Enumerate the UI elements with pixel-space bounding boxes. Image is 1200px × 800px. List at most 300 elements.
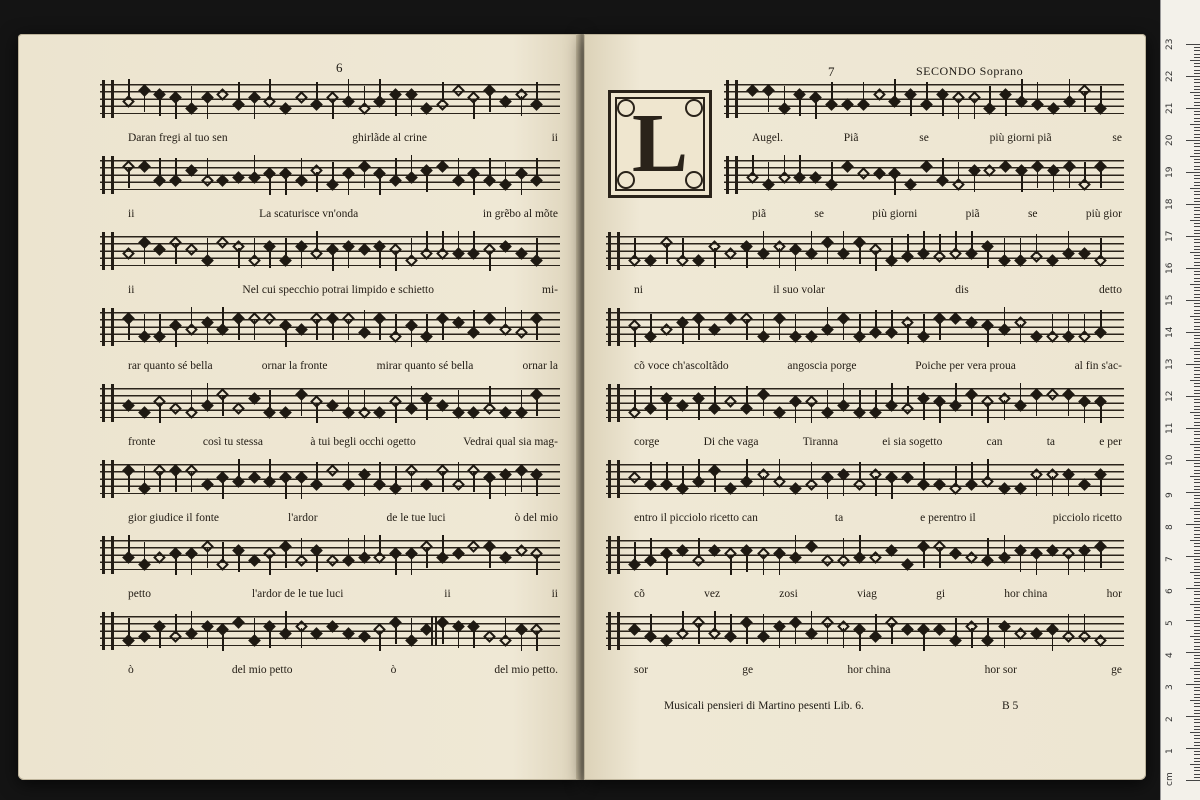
lyric-line <box>128 664 558 676</box>
lyric-word: hor sor <box>984 664 1017 676</box>
ruler-tick <box>1186 428 1200 429</box>
note-head <box>169 403 182 416</box>
lyric-word: piã <box>965 208 980 220</box>
ruler-tick <box>1190 92 1200 93</box>
note-stem <box>332 99 334 119</box>
note-head <box>232 616 245 629</box>
note-head <box>999 160 1012 173</box>
note-stem <box>207 158 209 178</box>
ruler-tick <box>1190 348 1200 349</box>
note-stem <box>1052 314 1054 334</box>
ruler-tick <box>1194 511 1200 512</box>
note-head <box>873 167 886 180</box>
ruler-unit: cm <box>1165 772 1175 786</box>
note-stem <box>379 79 381 99</box>
ruler-tick <box>1194 674 1200 675</box>
note-head <box>326 464 339 477</box>
ruler-tick <box>1194 495 1200 496</box>
ruler-tick <box>1194 454 1200 455</box>
lyric-word: vez <box>704 588 721 600</box>
ruler-tick <box>1194 441 1200 442</box>
note-stem <box>332 162 334 182</box>
ruler-tick <box>1190 444 1200 445</box>
ruler-tick <box>1194 418 1200 419</box>
ruler-tick <box>1186 204 1200 205</box>
clef-icon <box>726 156 738 194</box>
ruler-tick <box>1194 194 1200 195</box>
lyric-word: rar quanto sé bella <box>128 360 213 372</box>
note-stem <box>746 320 748 340</box>
note-stem <box>875 476 877 496</box>
ruler-label: 20 <box>1165 134 1175 146</box>
ruler-tick <box>1194 95 1200 96</box>
clef-icon <box>102 80 114 118</box>
note-head <box>708 323 721 336</box>
ruler-tick <box>1194 262 1200 263</box>
note-stem <box>536 158 538 178</box>
ruler-tick <box>1194 50 1200 51</box>
note-stem <box>254 155 256 175</box>
note-stem <box>505 307 507 327</box>
note-stem <box>207 548 209 568</box>
note-stem <box>442 320 444 340</box>
ruler-tick <box>1186 172 1200 173</box>
note-stem <box>316 552 318 572</box>
ruler-tick <box>1194 383 1200 384</box>
note-stem <box>254 99 256 119</box>
note-stem <box>634 542 636 562</box>
note-stem <box>536 82 538 102</box>
note-stem <box>521 390 523 410</box>
ruler-tick <box>1194 655 1200 656</box>
lyric-word: petto <box>128 588 151 600</box>
note-stem <box>831 82 833 102</box>
ruler-tick <box>1194 639 1200 640</box>
ruler-tick <box>1194 66 1200 67</box>
note-stem <box>191 86 193 106</box>
note-stem <box>364 535 366 555</box>
signature-mark: B 5 <box>1002 700 1019 712</box>
ruler-tick <box>1194 111 1200 112</box>
ruler-label: 8 <box>1165 524 1175 530</box>
note-stem <box>301 538 303 558</box>
ruler-tick <box>1194 118 1200 119</box>
ruler-tick <box>1194 710 1200 711</box>
note-stem <box>159 628 161 648</box>
note-stem <box>426 314 428 334</box>
note-stem <box>175 614 177 634</box>
note-stem <box>650 538 652 558</box>
note-stem <box>301 158 303 178</box>
note-stem <box>458 390 460 410</box>
note-stem <box>666 400 668 420</box>
note-stem <box>489 479 491 499</box>
lyric-word: ornar la fronte <box>261 360 328 372</box>
note-stem <box>942 96 944 116</box>
note-stem <box>784 86 786 106</box>
note-stem <box>939 548 941 568</box>
note-stem <box>746 459 748 479</box>
ruler-tick <box>1194 114 1200 115</box>
note-stem <box>714 472 716 492</box>
note-stem <box>348 390 350 410</box>
note-stem <box>536 320 538 340</box>
note-head <box>420 102 433 115</box>
note-stem <box>285 611 287 631</box>
music-staff <box>100 236 560 266</box>
note-head <box>468 406 481 419</box>
note-head <box>841 99 854 112</box>
note-head <box>809 171 822 184</box>
note-stem <box>859 535 861 555</box>
note-stem <box>730 614 732 634</box>
note-head <box>1046 254 1059 267</box>
note-stem <box>746 386 748 406</box>
note-stem <box>301 628 303 648</box>
note-stem <box>395 96 397 116</box>
ruler-tick <box>1194 489 1200 490</box>
ruler-tick <box>1194 649 1200 650</box>
note-stem <box>859 244 861 264</box>
note-stem <box>987 248 989 268</box>
note-stem <box>144 92 146 112</box>
note-head <box>628 623 641 636</box>
note-head <box>873 88 886 101</box>
note-stem <box>1100 310 1102 330</box>
note-head <box>248 392 261 405</box>
note-head <box>452 84 465 97</box>
note-head <box>949 547 962 560</box>
note-stem <box>923 314 925 334</box>
note-stem <box>987 459 989 479</box>
note-head <box>805 330 818 343</box>
note-stem <box>666 462 668 482</box>
lyric-word: ei sia sogetto <box>882 436 943 448</box>
note-head <box>628 471 641 484</box>
note-stem <box>411 327 413 347</box>
lyric-line <box>634 284 1122 296</box>
lyric-word: l'ardor de le tue luci <box>251 588 344 600</box>
music-staff <box>724 160 1124 190</box>
ruler-tick <box>1194 313 1200 314</box>
lyric-word: ò del mio <box>514 512 558 524</box>
music-staff <box>606 312 1124 342</box>
ruler-tick <box>1190 668 1200 669</box>
ruler-tick <box>1194 166 1200 167</box>
note-stem <box>536 476 538 496</box>
ruler-tick <box>1194 102 1200 103</box>
note-stem <box>1068 396 1070 416</box>
ruler-tick <box>1194 406 1200 407</box>
lyric-line <box>634 512 1122 524</box>
note-head <box>295 323 308 336</box>
note-stem <box>285 479 287 499</box>
ruler-tick <box>1194 70 1200 71</box>
note-stem <box>923 231 925 251</box>
note-stem <box>650 614 652 634</box>
note-stem <box>1020 238 1022 258</box>
ruler-tick <box>1194 594 1200 595</box>
note-stem <box>974 99 976 119</box>
ruler-tick <box>1194 742 1200 743</box>
note-stem <box>269 248 271 268</box>
note-stem <box>795 535 797 555</box>
note-stem <box>254 618 256 638</box>
note-head <box>869 551 882 564</box>
ruler-tick <box>1190 220 1200 221</box>
lyric-word: fronte <box>128 436 156 448</box>
ruler-tick <box>1194 361 1200 362</box>
note-stem <box>536 555 538 575</box>
note-stem <box>1100 86 1102 106</box>
note-stem <box>907 386 909 406</box>
note-stem <box>698 538 700 558</box>
note-stem <box>811 403 813 423</box>
note-stem <box>923 462 925 482</box>
ruler-tick <box>1194 390 1200 391</box>
ruler-label: 4 <box>1165 652 1175 658</box>
lyric-line <box>128 132 558 144</box>
ruler-label: 23 <box>1165 38 1175 50</box>
ruler-tick <box>1194 722 1200 723</box>
lyric-word: can <box>986 436 1003 448</box>
ruler-tick <box>1190 636 1200 637</box>
note-stem <box>827 479 829 499</box>
note-stem <box>364 86 366 106</box>
note-stem <box>939 234 941 254</box>
note-stem <box>332 251 334 271</box>
ruler-tick <box>1194 425 1200 426</box>
ruler-tick <box>1194 287 1200 288</box>
note-stem <box>891 383 893 403</box>
lyric-word: ta <box>834 512 844 524</box>
note-head <box>933 623 946 636</box>
note-head <box>949 312 962 325</box>
ruler-tick <box>1190 252 1200 253</box>
lyric-word: dis <box>955 284 969 296</box>
music-staff <box>606 540 1124 570</box>
note-head <box>998 482 1011 495</box>
note-stem <box>815 99 817 119</box>
note-head <box>1014 627 1027 640</box>
note-stem <box>348 175 350 195</box>
note-head <box>468 540 481 553</box>
note-stem <box>395 251 397 271</box>
note-stem <box>763 614 765 634</box>
note-stem <box>207 238 209 258</box>
ruler-tick <box>1194 249 1200 250</box>
lyric-word: La scaturisce vn'onda <box>259 208 359 220</box>
ruler-tick <box>1194 153 1200 154</box>
note-stem <box>1037 168 1039 188</box>
ruler-tick <box>1194 175 1200 176</box>
note-stem <box>894 79 896 99</box>
music-staff <box>606 388 1124 418</box>
lyric-word: al fin s'ac- <box>1074 360 1122 372</box>
note-stem <box>269 555 271 575</box>
note-stem <box>1020 552 1022 572</box>
ruler-tick <box>1194 713 1200 714</box>
ruler-tick <box>1194 729 1200 730</box>
ruler-tick <box>1194 255 1200 256</box>
initial-letter: L <box>631 97 689 190</box>
note-stem <box>779 248 781 268</box>
ruler-tick <box>1194 767 1200 768</box>
ruler-tick <box>1194 358 1200 359</box>
lyric-word: Augel. <box>752 132 783 144</box>
note-stem <box>891 310 893 330</box>
note-head <box>901 623 914 636</box>
note-stem <box>939 320 941 340</box>
note-stem <box>536 238 538 258</box>
ruler-tick <box>1194 399 1200 400</box>
note-head <box>746 84 759 97</box>
note-head <box>154 243 167 256</box>
lyric-word: in grẽbo al mõte <box>482 208 558 220</box>
note-stem <box>269 459 271 479</box>
note-head <box>436 399 449 412</box>
lyric-word: Vedrai qual sia mag- <box>463 436 558 448</box>
note-stem <box>442 535 444 555</box>
note-stem <box>128 472 130 492</box>
note-stem <box>379 175 381 195</box>
lyric-word: corge <box>634 436 660 448</box>
lyric-word: Daran fregi al tuo sen <box>128 132 228 144</box>
note-head <box>326 555 339 568</box>
note-head <box>295 91 308 104</box>
lyric-word: il suo volar <box>773 284 825 296</box>
ruler-label: 18 <box>1165 198 1175 210</box>
clef-icon <box>608 384 620 422</box>
note-stem <box>238 552 240 572</box>
note-head <box>216 236 229 249</box>
ruler-tick <box>1194 553 1200 554</box>
note-head <box>725 312 738 325</box>
ruler-tick <box>1194 217 1200 218</box>
ruler-tick <box>1186 76 1200 77</box>
note-stem <box>238 320 240 340</box>
ruler-tick <box>1194 342 1200 343</box>
lyric-word: cõ voce ch'ascoltãdo <box>634 360 729 372</box>
note-stem <box>348 538 350 558</box>
ruler-tick <box>1194 719 1200 720</box>
ruler-tick <box>1190 124 1200 125</box>
note-head <box>692 254 705 267</box>
note-stem <box>923 548 925 568</box>
lyric-word: ii <box>551 588 558 600</box>
left-page-number: 6 <box>336 60 343 75</box>
ruler-tick <box>1194 89 1200 90</box>
note-stem <box>254 238 256 258</box>
ruler-tick <box>1190 284 1200 285</box>
note-head <box>885 544 898 557</box>
note-stem <box>714 386 716 406</box>
note-stem <box>784 155 786 175</box>
note-stem <box>395 466 397 486</box>
ruler-tick <box>1194 697 1200 698</box>
note-stem <box>269 390 271 410</box>
note-stem <box>763 555 765 575</box>
note-head <box>1047 102 1060 115</box>
note-head <box>248 555 261 568</box>
ruler-tick <box>1194 290 1200 291</box>
note-stem <box>955 466 957 486</box>
note-stem <box>1020 383 1022 403</box>
note-stem <box>238 82 240 102</box>
ruler-tick <box>1194 607 1200 608</box>
ruler-tick <box>1194 550 1200 551</box>
ruler-tick <box>1194 182 1200 183</box>
note-stem <box>923 400 925 420</box>
lyric-line <box>634 588 1122 600</box>
lyric-line <box>634 664 1122 676</box>
ruler-tick <box>1194 258 1200 259</box>
lyric-word: detto <box>1098 284 1122 296</box>
lyric-word: mi- <box>542 284 558 296</box>
note-stem <box>827 244 829 264</box>
note-head <box>122 399 135 412</box>
note-stem <box>316 172 318 192</box>
note-stem <box>827 390 829 410</box>
ruler-tick <box>1190 604 1200 605</box>
ruler-tick <box>1186 300 1200 301</box>
note-head <box>358 243 371 256</box>
lyric-word: piã <box>752 208 767 220</box>
ruler-tick <box>1194 703 1200 704</box>
note-head <box>248 471 261 484</box>
note-stem <box>891 238 893 258</box>
note-head <box>841 160 854 173</box>
note-head <box>138 631 151 644</box>
note-stem <box>269 79 271 99</box>
note-head <box>933 479 946 492</box>
ruler-tick <box>1194 761 1200 762</box>
note-stem <box>222 631 224 651</box>
note-stem <box>958 162 960 182</box>
note-head <box>1094 634 1107 647</box>
decorated-initial <box>608 90 712 198</box>
note-stem <box>1069 168 1071 188</box>
note-stem <box>489 158 491 178</box>
note-head <box>725 482 738 495</box>
note-head <box>966 551 979 564</box>
note-head <box>1078 479 1091 492</box>
note-stem <box>473 472 475 492</box>
ruler-tick <box>1194 169 1200 170</box>
ruler-label: 3 <box>1165 684 1175 690</box>
note-head <box>452 547 465 560</box>
note-stem <box>827 624 829 644</box>
ruler-tick <box>1194 201 1200 202</box>
ruler-tick <box>1194 393 1200 394</box>
left-page <box>18 34 580 780</box>
lyric-word: zosi <box>779 588 798 600</box>
note-head <box>966 316 979 329</box>
music-staff <box>606 616 1124 646</box>
ruler-tick <box>1194 338 1200 339</box>
note-head <box>483 631 496 644</box>
ruler-tick <box>1194 335 1200 336</box>
note-stem <box>536 631 538 651</box>
ruler-tick <box>1194 354 1200 355</box>
ruler-tick <box>1194 690 1200 691</box>
note-stem <box>875 614 877 634</box>
ruler-tick <box>1194 521 1200 522</box>
ruler-tick <box>1194 738 1200 739</box>
note-stem <box>348 320 350 340</box>
note-head <box>279 102 292 115</box>
note-stem <box>795 314 797 334</box>
